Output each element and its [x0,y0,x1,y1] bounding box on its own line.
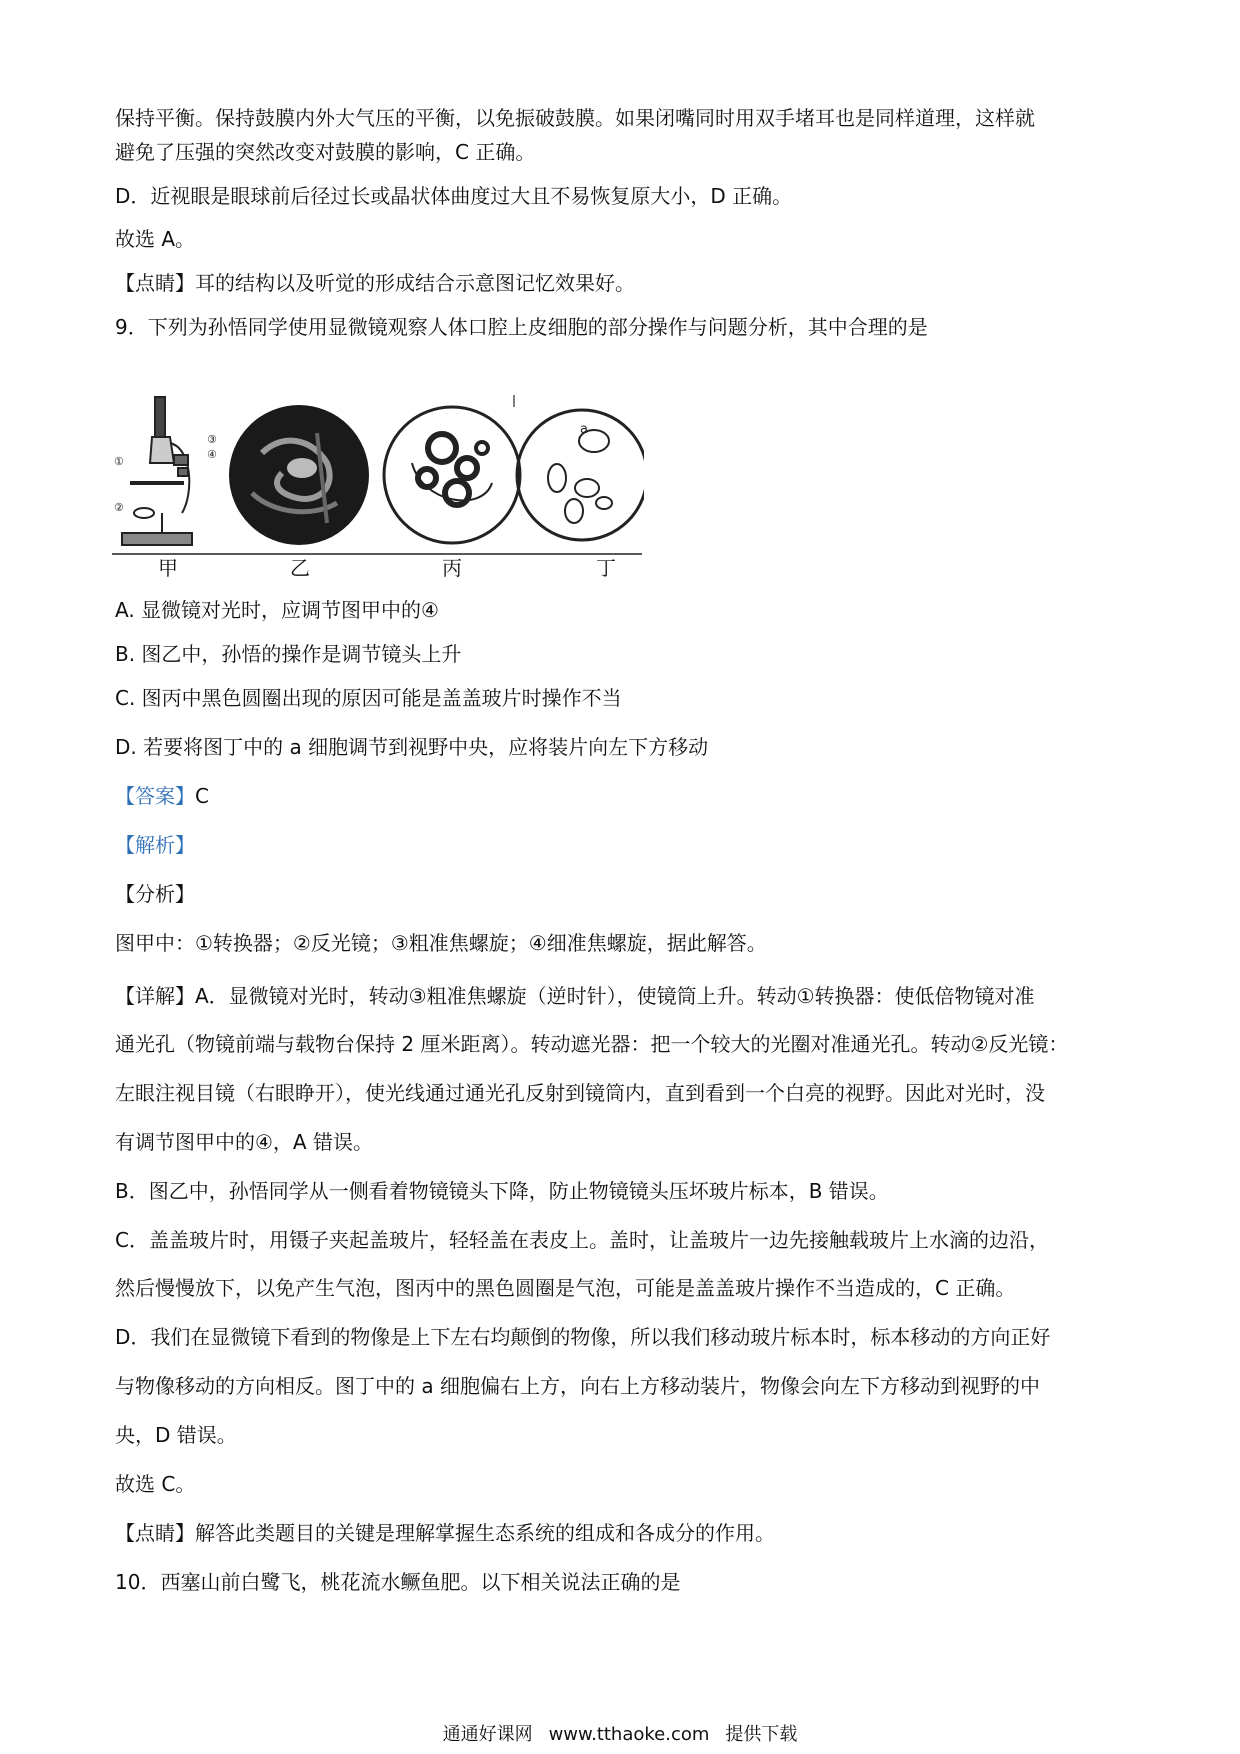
text-line: C．盖盖玻片时，用镊子夹起盖玻片，轻轻盖在表皮上。盖时，让盖玻片一边先接触载玻片上水滴的边沿， [115,1228,1049,1252]
text-line: 图甲中：①转换器；②反光镜；③粗准焦螺旋；④细准焦螺旋，据此解答。 [115,931,767,955]
label-1: ① [114,455,124,468]
figure-label-ding: 丁 [596,556,616,580]
text-line: 故选 C。 [115,1472,196,1496]
coarse-knob [174,455,188,465]
label-3: ③ [207,433,217,446]
question-10-stem: 10．西塞山前白鹭飞，桃花流水鳜鱼肥。以下相关说法正确的是 [115,1570,681,1594]
footer-url[interactable]: www.tthaoke.com [548,1724,710,1745]
text-line: 【详解】A．显微镜对光时，转动③粗准焦螺旋（逆时针），使镜筒上升。转动①转换器：使低倍物镜对准 [115,984,1035,1008]
answer-tag: 【答案】 [115,784,195,808]
label-4: ④ [207,448,217,461]
figure-label-yi: 乙 [290,556,310,580]
text-line: 保持平衡。保持鼓膜内外大气压的平衡，以免振破鼓膜。如果闭嘴同时用双手堵耳也是同样道理，这样就 [115,106,1035,130]
footer-action: 提供下载 [725,1724,798,1745]
microscope-drawing [122,397,192,545]
option-d: D. 若要将图丁中的 a 细胞调节到视野中央，应将装片向左下方移动 [115,735,709,759]
text-line: B．图乙中，孙悟同学从一侧看着物镜镜头下降，防止物镜镜头压坏玻片标本，B 错误。 [115,1179,889,1203]
option-c: C. 图丙中黑色圆圈出现的原因可能是盖盖玻片时操作不当 [115,686,622,710]
lens-barrel [150,437,174,463]
analysis-tag: 【解析】 [115,833,195,857]
text-line: 【点睛】解答此类题目的关键是理解掌握生态系统的组成和各成分的作用。 [115,1521,775,1545]
option-b: B. 图乙中，孙悟的操作是调节镜头上升 [115,642,462,666]
fine-knob [178,468,188,476]
eyepiece-tube [155,397,165,437]
field-of-view-bing [384,407,520,543]
text-line: 【点睛】耳的结构以及听觉的形成结合示意图记忆效果好。 [115,271,635,295]
label-2: ② [114,501,124,514]
mirror [134,508,154,518]
question-9-stem: 9．下列为孙悟同学使用显微镜观察人体口腔上皮细胞的部分操作与问题分析，其中合理的是 [115,315,928,339]
microscope-figure [112,393,644,583]
base [122,533,192,545]
text-line: 【分析】 [115,882,195,906]
text-line: 通光孔（物镜前端与载物台保持 2 厘米距离）。转动遮光器：把一个较大的光圈对准通光孔。转动②反光镜： [115,1032,1069,1056]
figure-label-jia: 甲 [158,556,178,580]
answer-value: C [195,784,209,808]
text-line: 有调节图甲中的④，A 错误。 [115,1130,373,1154]
text-line: D．我们在显微镜下看到的物像是上下左右均颠倒的物像，所以我们移动玻片标本时，标本移动的方向正好 [115,1325,1051,1349]
text-line: D．近视眼是眼球前后径过长或晶状体曲度过大且不易恢复原大小，D 正确。 [115,184,793,208]
figure-label-bing: 丙 [442,556,462,580]
text-line: 避免了压强的突然改变对鼓膜的影响，C 正确。 [115,140,536,164]
field-of-view-yi [229,405,369,545]
footer-site-name: 通通好课网 [442,1724,533,1745]
text-line: 然后慢慢放下，以免产生气泡，图丙中的黑色圆圈是气泡，可能是盖盖玻片操作不当造成的，C 正确。 [115,1276,1016,1300]
text-line: 央，D 错误。 [115,1423,237,1447]
figure-illustrations [112,393,644,583]
page-footer [0,1720,1240,1746]
answer-line [115,782,1135,810]
cell-a-label: a [580,422,588,437]
text-line: 与物像移动的方向相反。图丁中的 a 细胞偏右上方，向右上方移动装片，物像会向左下方移动到视野的中 [115,1374,1040,1398]
text-line: 左眼注视目镜（右眼睁开），使光线通过通光孔反射到镜筒内，直到看到一个白亮的视野。因此对光时，没 [115,1081,1045,1105]
text-line: 故选 A。 [115,227,196,251]
option-a: A. 显微镜对光时，应调节图甲中的④ [115,598,439,622]
